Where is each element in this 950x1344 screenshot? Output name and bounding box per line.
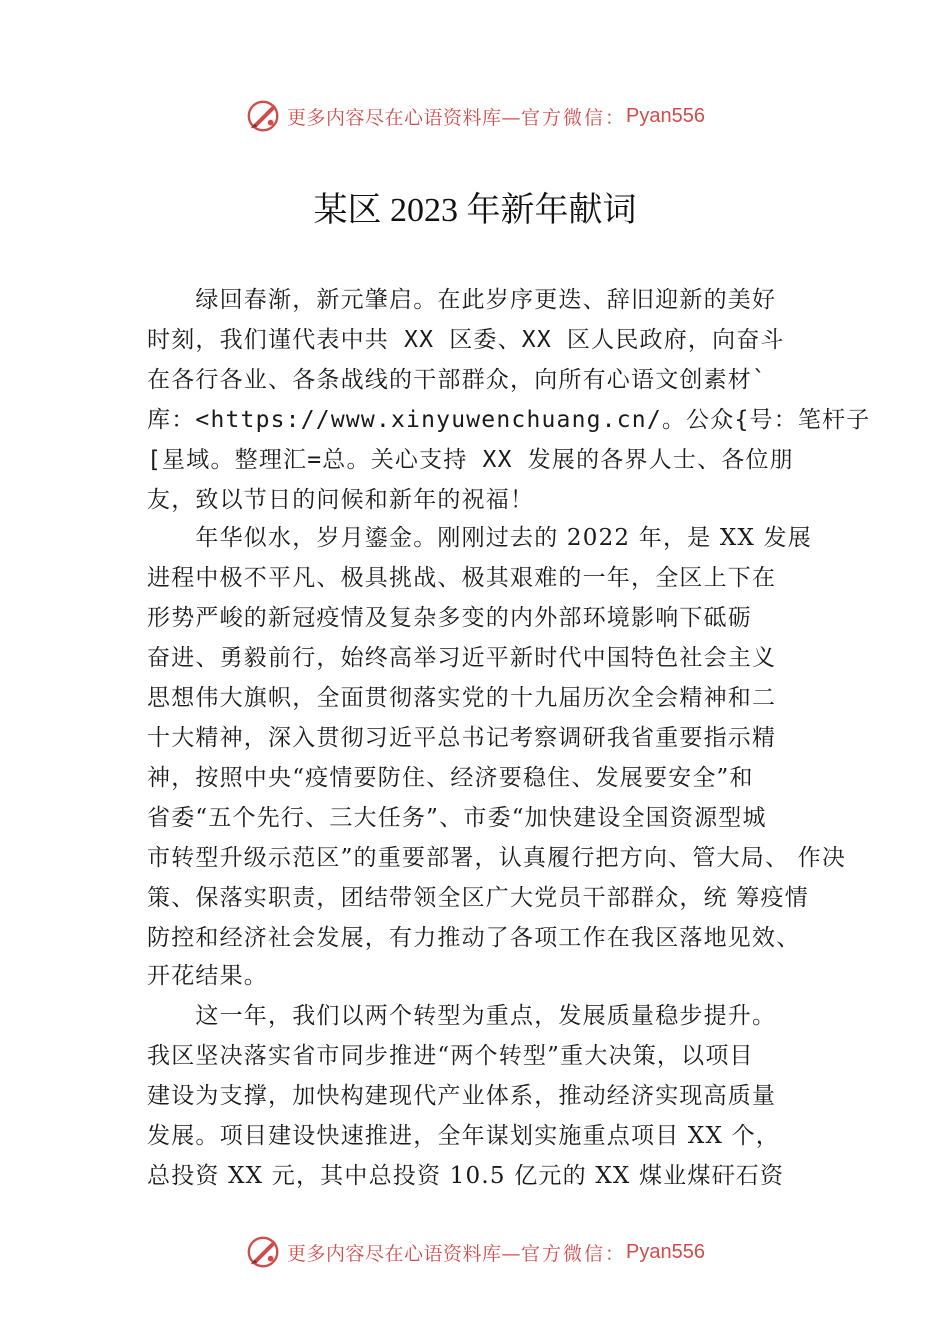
body-line: 十大精神，深入贯彻习近平总书记考察调研我省重要指示精 (147, 725, 777, 751)
banner-wechat-label: 官方微信： (521, 1242, 627, 1265)
banner-slogan: 更多内容尽在心语资料库— (287, 1242, 522, 1265)
body-line: 总投资 XX 元，其中总投资 10.5 亿元的 XX 煤业煤矸石资 (147, 1163, 785, 1189)
body-line: 时刻，我们谨代表中共 XX 区委、XX 区人民政府，向奋斗 (147, 327, 785, 353)
body-line: 在各行各业、各条战线的干部群众，向所有心语文创素材` (147, 367, 768, 393)
body-line: 省委“五个先行、三大任务”、市委“加快建设全国资源型城 (147, 805, 767, 831)
quill-pen-logo-icon (245, 97, 283, 135)
banner-slogan: 更多内容尽在心语资料库— (287, 106, 522, 129)
footer-banner (0, 1230, 950, 1274)
banner-wechat-label: 官方微信： (521, 106, 627, 129)
body-line: 这一年，我们以两个转型为重点，发展质量稳步提升。 (147, 1003, 777, 1029)
body-line: 形势严峻的新冠疫情及复杂多变的内外部环境影响下砥砺 (147, 605, 752, 631)
body-line: 建设为支撑，加快构建现代产业体系，推动经济实现高质量 (147, 1083, 777, 1109)
body-line: 开花结果。 (147, 963, 268, 989)
body-line: 我区坚决落实省市同步推进“两个转型”重大决策，以项目 (147, 1043, 754, 1069)
body-line: 发展。项目建设快速推进，全年谋划实施重点项目 XX 个， (147, 1123, 780, 1149)
body-line: 奋进、勇毅前行，始终高举习近平新时代中国特色社会主义 (147, 645, 777, 671)
body-line: [星域。整理汇=总。关心支持 XX 发展的各界人士、各位朋 (147, 447, 794, 473)
body-line: 市转型升级示范区”的重要部署，认真履行把方向、管大局、 作决 (147, 845, 847, 871)
banner-wechat-id: Pyan556 (626, 1240, 705, 1263)
body-line: 防控和经济社会发展，有力推动了各项工作在我区落地见效、 (147, 925, 801, 951)
header-banner (0, 94, 950, 138)
body-line: 绿回春渐，新元肇启。在此岁序更迭、辞旧迎新的美好 (147, 287, 777, 313)
page-title: 某区 2023 年新年献词 (313, 192, 637, 229)
body-line: 策、保落实职责，团结带领全区广大党员干部群众，统 筹疫情 (147, 885, 809, 911)
body-line: 年华似水，岁月鎏金。刚刚过去的 2022 年，是 XX 发展 (147, 525, 812, 551)
body-line: 进程中极不平凡、极具挑战、极其艰难的一年，全区上下在 (147, 565, 777, 591)
banner-wechat-id: Pyan556 (626, 104, 705, 127)
body-line: 思想伟大旗帜，全面贯彻落实党的十九届历次全会精神和二 (147, 685, 777, 711)
quill-pen-logo-icon (245, 1233, 283, 1271)
body-line: 库：<https://www.xinyuwenchuang.cn/。公众{号：笔杆子 (147, 407, 871, 433)
body-line: 神，按照中央“疫情要防住、经济要稳住、发展要安全”和 (147, 765, 754, 791)
body-line: 友，致以节日的问候和新年的祝福！ (147, 487, 535, 513)
